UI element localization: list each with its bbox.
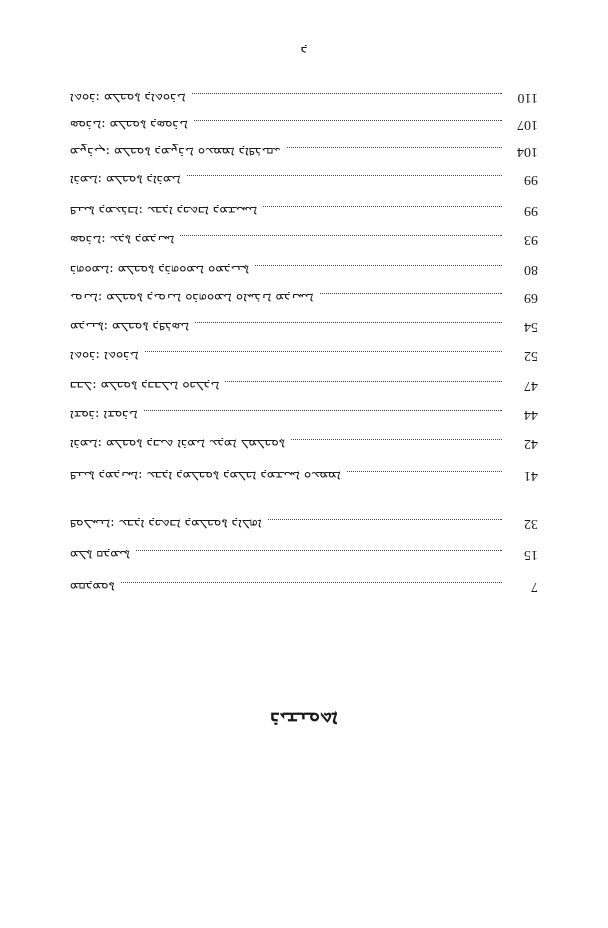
toc-leader-dots — [255, 265, 502, 266]
toc-entry-title: ܒܒܠ: ܡܠܟܘܬܐ ܕܒܒܠܝܐ ܘܟܠܕܝܐ — [70, 378, 220, 393]
toc-leader-dots — [225, 381, 502, 382]
toc-entry — [70, 116, 538, 136]
toc-entry-page-number: 41 — [524, 468, 538, 483]
toc-leader-dots — [121, 582, 502, 583]
toc-entry — [70, 261, 538, 281]
toc-entry-title: ܡܠܬܐ ܩܕܡܝܬܐ — [70, 547, 130, 562]
page-number: ܕ — [300, 43, 308, 58]
toc-leader-dots — [320, 293, 502, 294]
toc-leader-dots — [268, 519, 502, 520]
toc-leader-dots — [195, 322, 502, 323]
toc-leader-dots — [145, 351, 502, 352]
toc-entry-page-number: 7 — [531, 579, 538, 594]
toc-entry-page-number: 32 — [524, 516, 538, 531]
toc-leader-dots — [347, 471, 502, 472]
toc-entry-page-number: 80 — [524, 262, 538, 277]
toc-entry-page-number: 47 — [524, 378, 538, 393]
toc-entry — [70, 143, 538, 163]
toc-leader-dots — [194, 120, 502, 121]
toc-entry — [70, 578, 538, 598]
toc-entry — [70, 202, 538, 222]
toc-entry-title: ܐܬܘܪ: ܡܠܟܘܬܐ ܕܐܬܘܪܝܐ — [70, 90, 186, 105]
toc-leader-dots — [136, 550, 502, 551]
toc-entry-page-number: 107 — [517, 117, 538, 132]
page-title: ܪܝܫܢܘܬܐ — [270, 708, 338, 730]
toc-leader-dots — [291, 439, 502, 440]
toc-entry — [70, 467, 538, 487]
toc-entry-page-number: 15 — [524, 547, 538, 562]
toc-entry — [70, 435, 538, 455]
toc-entry-title: ܡܩܕܡܘܬܐ — [70, 579, 115, 594]
toc-entry — [70, 231, 538, 251]
toc-entry-page-number: 99 — [524, 172, 538, 187]
toc-entry-page-number: 54 — [524, 319, 538, 334]
toc-entry-page-number: 42 — [524, 436, 538, 451]
toc-entry-title: ܐܫܘܪ: ܐܫܘܪܝܐ — [70, 407, 138, 422]
toc-leader-dots — [263, 206, 502, 207]
toc-leader-dots — [287, 147, 502, 148]
toc-entry-page-number: 69 — [524, 290, 538, 305]
toc-entry — [70, 377, 538, 397]
toc-entry-page-number: 110 — [517, 90, 538, 105]
toc-entry-title: ܦܘܠܚܢܐ: ܥܒܕܐ ܕܟܬܒܐ ܕܡܠܟܘܬܐ ܕܐܠܗܐ — [70, 516, 262, 531]
toc-entry — [70, 347, 538, 367]
toc-entry-title: ܐܬܘܪ: ܐܬܘܪܝܐ — [70, 348, 139, 363]
toc-entry-title: ܦܢܝܬܐ ܕܡܕܢܚܐ: ܥܒܕܐ ܕܡܠܟܘܬܐ ܕܡܠܟܐ ܕܡܫܝܚܐ ܘܥܡܡܐ — [70, 468, 341, 483]
toc-entry — [70, 89, 538, 109]
toc-entry — [70, 318, 538, 338]
toc-entry-title: ܡܕܝܢܬܐ: ܡܠܟܘܬܐ ܕܦܪܣܝܐ — [70, 319, 190, 334]
toc-entry-page-number: 93 — [524, 232, 538, 247]
toc-leader-dots — [192, 93, 502, 94]
toc-entry — [70, 515, 538, 535]
toc-entry-title: ܐܪܡܝܐ: ܡܠܟܘܬܐ ܕܐܪܡܝܐ — [70, 172, 181, 187]
toc-entry — [70, 546, 538, 566]
toc-leader-dots — [180, 235, 502, 236]
toc-entry-title: ܐܪܡܝܐ: ܡܠܟܘܬܐ ܕܒܝܬ ܐܪܡܝܐ ܥܕܡܐ ܠܡܠܟܘܬܐ — [70, 436, 285, 451]
toc-entry-page-number: 99 — [524, 203, 538, 218]
toc-entry-title: ܣܘܪܝܐ: ܡܠܟܘܬܐ ܕܣܘܪܝܐ — [70, 117, 188, 132]
toc-entry-page-number: 52 — [524, 348, 538, 363]
toc-entry — [70, 171, 538, 191]
toc-entry-title: ܪܗܘܡܝܐ: ܡܠܟܘܬܐ ܕܪܗܘܡܝܐ ܘܡܕܝܢܬܐ — [70, 262, 249, 277]
toc-leader-dots — [187, 175, 502, 176]
toc-entry-title: ܝܘܢܝܐ: ܡܠܟܘܬܐ ܕܝܘܢܝܐ ܘܪܗܘܡܝܐ ܘܐܚܪܢܐ ܡܕܢܚܝܐ — [70, 290, 314, 305]
toc-leader-dots — [144, 410, 502, 411]
toc-entry — [70, 406, 538, 426]
toc-entry-page-number: 44 — [524, 407, 538, 422]
toc-entry — [70, 289, 538, 309]
toc-entry-title: ܡܨܪܝܢ: ܡܠܟܘܬܐ ܕܡܨܪܝܐ ܘܥܡܡܐ ܕܐܦܪܝܩܝ — [70, 144, 281, 159]
toc-entry-title: ܦܢܝܬܐ ܕܡܥܪܒܐ: ܥܒܕܐ ܕܟܬܒܐ ܕܡܫܝܚܝܐ — [70, 203, 258, 218]
toc-entry-title: ܣܘܪܝܐ: ܥܕܬܐ ܕܡܕܢܚܐ — [70, 232, 175, 247]
toc-entry-page-number: 104 — [517, 144, 538, 159]
